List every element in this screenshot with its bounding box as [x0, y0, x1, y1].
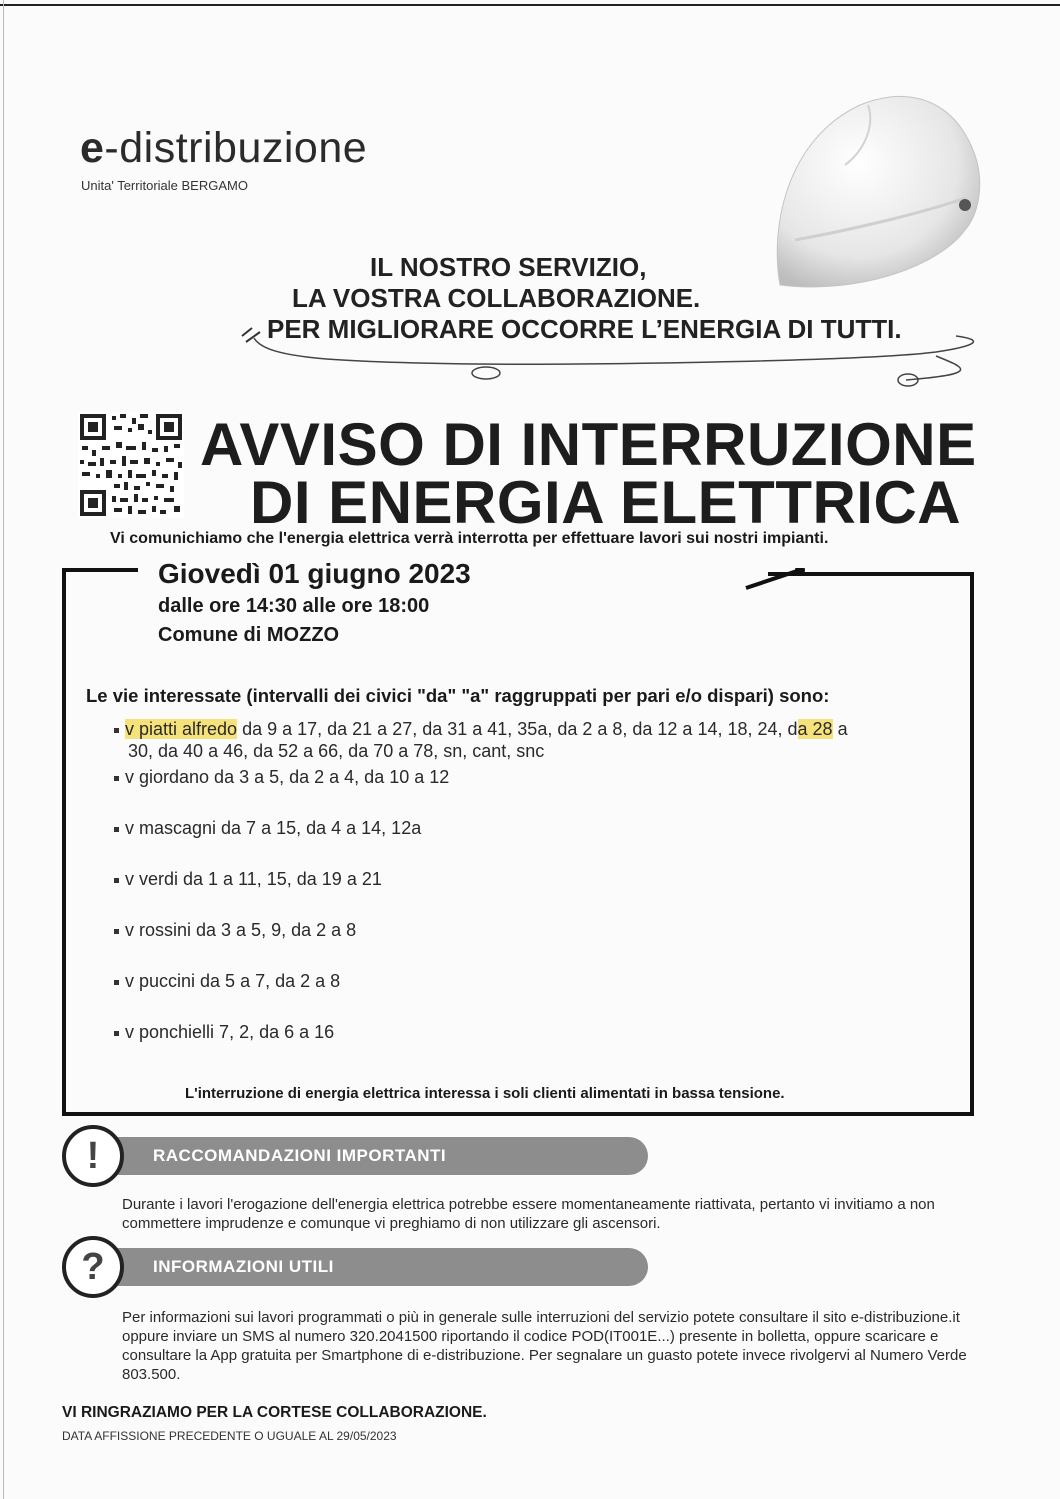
- posting-date: DATA AFFISSIONE PRECEDENTE O UGUALE AL 29/05/2023: [62, 1429, 397, 1443]
- bullet-icon: [114, 827, 119, 832]
- street-numbers-end: a: [832, 719, 848, 739]
- street-name-highlight: v piatti alfredo: [125, 719, 238, 739]
- slogan-line-3: PER MIGLIORARE OCCORRE L’ENERGIA DI TUTTI.: [267, 314, 902, 344]
- street-item-giordano: [114, 767, 449, 788]
- street-item-continuation: 30, da 40 a 46, da 52 a 66, da 70 a 78, sn, cant, snc: [128, 741, 545, 761]
- exclamation-icon: !: [62, 1125, 124, 1187]
- street-item-mascagni: [114, 818, 421, 839]
- logo-text: -distribuzione: [104, 124, 368, 172]
- street-text: v rossini da 3 a 5, 9, da 2 a 8: [125, 920, 357, 940]
- street-item-verdi: [114, 869, 382, 890]
- street-numbers: da 9 a 17, da 21 a 27, da 31 a 41, 35a, da 2 a 8, da 12 a 14, 18, 24, d: [237, 719, 798, 739]
- bullet-icon: [114, 878, 119, 883]
- bullet-icon: [114, 776, 119, 781]
- thanks-text: VI RINGRAZIAMO PER LA CORTESE COLLABORAZIONE.: [62, 1404, 487, 1421]
- interruption-hours: dalle ore 14:30 alle ore 18:00: [158, 595, 430, 617]
- territorial-unit: Unita' Territoriale BERGAMO: [81, 178, 248, 193]
- left-edge: [3, 0, 4, 1499]
- municipality: Comune di MOZZO: [158, 624, 340, 646]
- street-text: v giordano da 3 a 5, da 2 a 4, da 10 a 12: [125, 767, 450, 787]
- street-item-puccini: [114, 971, 340, 992]
- recommendations-title: RACCOMANDAZIONI IMPORTANTI: [153, 1146, 447, 1165]
- street-text: v ponchielli 7, 2, da 6 a 16: [125, 1022, 335, 1042]
- streets-heading: Le vie interessate (intervalli dei civici "da" "a" raggruppati per pari e/o dispari) sono:: [86, 685, 830, 706]
- street-number-highlight: a 28: [797, 719, 833, 739]
- title-line-1: AVVISO DI INTERRUZIONE: [200, 411, 977, 478]
- logo: [80, 124, 367, 173]
- street-item-ponchielli: [114, 1022, 334, 1043]
- bullet-icon: [114, 728, 119, 733]
- logo-e: e: [80, 124, 105, 172]
- street-text: v puccini da 5 a 7, da 2 a 8: [125, 971, 341, 991]
- interruption-date: Giovedì 01 giugno 2023: [158, 558, 471, 589]
- street-text: v verdi da 1 a 11, 15, da 19 a 21: [125, 869, 382, 889]
- slogan-line-1: IL NOSTRO SERVIZIO,: [370, 252, 647, 282]
- cable-plug-decoration: [236, 318, 996, 398]
- qr-code: [78, 412, 184, 518]
- recommendations-text: Durante i lavori l'erogazione dell'energia elettrica potrebbe essere momentaneamente riattivata, pertanto vi invitiamo a non commettere imprudenze e comunque vi preghiamo di non utilizzare gli ascensori.: [122, 1196, 935, 1232]
- low-voltage-note: L'interruzione di energia elettrica interessa i soli clienti alimentati in bassa tensione.: [185, 1085, 785, 1102]
- helmet-illustration: [740, 80, 1000, 310]
- street-item-piatti-alfredo: [114, 719, 848, 740]
- info-title: INFORMAZIONI UTILI: [153, 1257, 334, 1276]
- top-border: [0, 4, 1060, 6]
- slogan-line-2: LA VOSTRA COLLABORAZIONE.: [292, 283, 701, 313]
- bullet-icon: [114, 1031, 119, 1036]
- bullet-icon: [114, 929, 119, 934]
- title-line-2: DI ENERGIA ELETTRICA: [250, 469, 962, 536]
- intro-text: Vi comunichiamo che l'energia elettrica verrà interrotta per effettuare lavori sui nostri impianti.: [110, 530, 829, 547]
- street-item-rossini: [114, 920, 356, 941]
- street-text: v mascagni da 7 a 15, da 4 a 14, 12a: [125, 818, 422, 838]
- bullet-icon: [114, 980, 119, 985]
- info-text: Per informazioni sui lavori programmati o più in generale sulle interruzioni del servizio potete consultare il sito e-distribuzione.it oppure inviare un SMS al numero 320.2041500 riportando il codice POD(IT001E...) presente in bolletta, oppure scaricare e consultare la App gratuita per Smartphone di e-distribuzione. Per segnalare un guasto potete invece rivolgervi al Numero Verde 803.500.: [122, 1309, 967, 1383]
- question-icon: ?: [62, 1236, 124, 1298]
